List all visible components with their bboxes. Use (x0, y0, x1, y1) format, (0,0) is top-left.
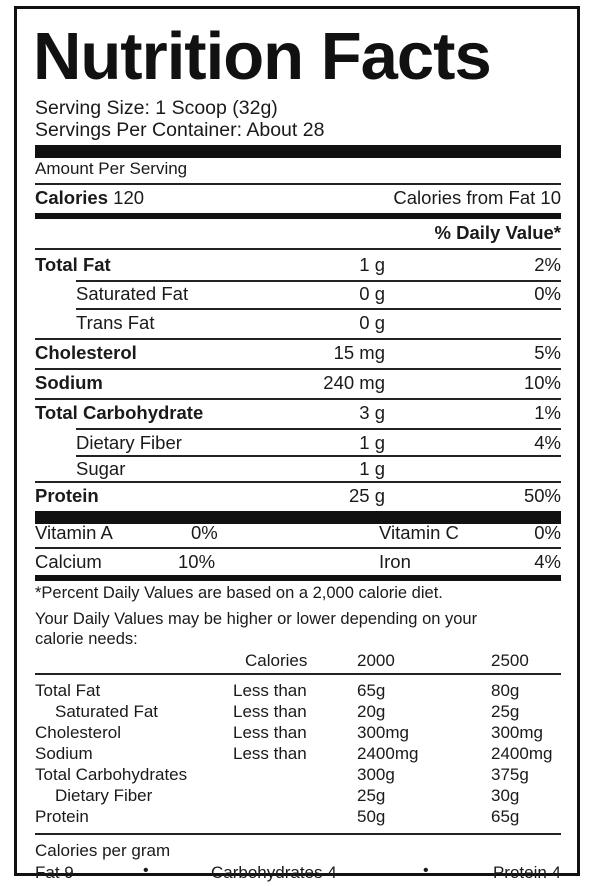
servings-per-container: Servings Per Container: About 28 (35, 119, 325, 141)
label-title: Nutrition Facts (33, 19, 491, 94)
nutrient-row: Saturated Fat 0 g 0% (76, 283, 561, 304)
vitamin-name: Calcium (35, 551, 102, 572)
fat-calories-per-gram: Fat 9 (35, 863, 74, 882)
nutrient-row: Total Carbohydrate 3 g 1% (35, 402, 561, 423)
footnote-percent: *Percent Daily Values are based on a 2,000 calorie diet. (35, 584, 443, 602)
nutrient-row: Trans Fat 0 g (76, 312, 385, 333)
protein-calories-per-gram: Protein 4 (492, 863, 561, 882)
dv-table-nutrient: Saturated Fat (55, 702, 159, 721)
dv-table-2500: 30g (491, 786, 520, 805)
dv-table-nutrient: Dietary Fiber (55, 786, 153, 805)
dv-table-qualifier: Less than (233, 723, 307, 742)
dv-table-header: 2500 (491, 651, 529, 670)
dv-table-2500: 80g (491, 681, 520, 700)
dv-table-nutrient: Cholesterol (35, 723, 121, 742)
divider (35, 248, 561, 250)
nutrition-facts-label (14, 6, 580, 882)
calories-per-gram-label: Calories per gram (35, 841, 171, 860)
dv-table-2000: 25g (357, 786, 386, 805)
divider (35, 547, 561, 549)
vitamin-dv: 0% (191, 522, 218, 543)
daily-value-header: % Daily Value* (434, 222, 561, 243)
dv-table-nutrient: Total Carbohydrates (35, 765, 188, 784)
dv-table-2000: 2400mg (357, 744, 419, 763)
divider-thick (35, 511, 561, 524)
dv-table-header: 2000 (357, 651, 395, 670)
serving-size: Serving Size: 1 Scoop (32g) (35, 97, 278, 119)
dv-table-header: Calories (245, 651, 308, 670)
divider-medium (35, 575, 561, 581)
vitamin-dv: 4% (534, 551, 561, 572)
daily-value-header-row (35, 220, 561, 246)
dv-table-nutrient: Total Fat (35, 681, 101, 700)
dv-table-qualifier: Less than (233, 702, 307, 721)
divider (35, 833, 561, 835)
dv-table-nutrient: Protein (35, 807, 89, 826)
dv-table-qualifier: Less than (233, 681, 307, 700)
calories-from-fat: Calories from Fat 10 (393, 187, 561, 208)
dv-table-nutrient: Sodium (35, 744, 93, 763)
nutrient-row: Dietary Fiber 1 g 4% (76, 432, 561, 453)
dv-table-2000: 300g (357, 765, 395, 784)
nutrient-row: Cholesterol 15 mg 5% (35, 342, 561, 363)
footnote-daily-values: Your Daily Values may be higher or lower depending on your (35, 610, 478, 628)
bullet-separator: • (423, 862, 429, 879)
divider-medium (35, 213, 561, 219)
dv-table-qualifier: Less than (233, 744, 307, 763)
dv-table-2000: 65g (357, 681, 386, 700)
nutrient-row: Sodium 240 mg 10% (35, 372, 561, 393)
vitamin-name: Vitamin C (379, 522, 459, 543)
dv-table-2000: 20g (357, 702, 386, 721)
dv-table-2500: 300mg (491, 723, 543, 742)
amount-per-serving: Amount Per Serving (35, 159, 188, 178)
dv-table-2500: 25g (491, 702, 520, 721)
calories-value: 120 (113, 187, 145, 208)
carbohydrate-calories-per-gram: Carbohydrates 4 (211, 863, 337, 882)
dv-table-2000: 300mg (357, 723, 409, 742)
dv-table-2500: 65g (491, 807, 520, 826)
dv-table-2500: 375g (491, 765, 529, 784)
calories-row (35, 185, 561, 211)
bullet-separator: • (143, 862, 149, 879)
divider (35, 673, 561, 675)
dv-table-2000: 50g (357, 807, 386, 826)
vitamin-dv: 10% (178, 551, 216, 572)
vitamin-dv: 0% (534, 522, 561, 543)
vitamin-name: Vitamin A (35, 522, 113, 543)
vitamin-name: Iron (379, 551, 411, 572)
nutrient-row: Sugar 1 g (76, 458, 385, 479)
nutrient-row: Protein 25 g 50% (35, 485, 561, 506)
calories-label: Calories (35, 187, 109, 208)
dv-table-2500: 2400mg (491, 744, 553, 763)
footnote-calorie-needs: calorie needs: (35, 630, 138, 648)
nutrient-row: Total Fat 1 g 2% (35, 254, 561, 275)
